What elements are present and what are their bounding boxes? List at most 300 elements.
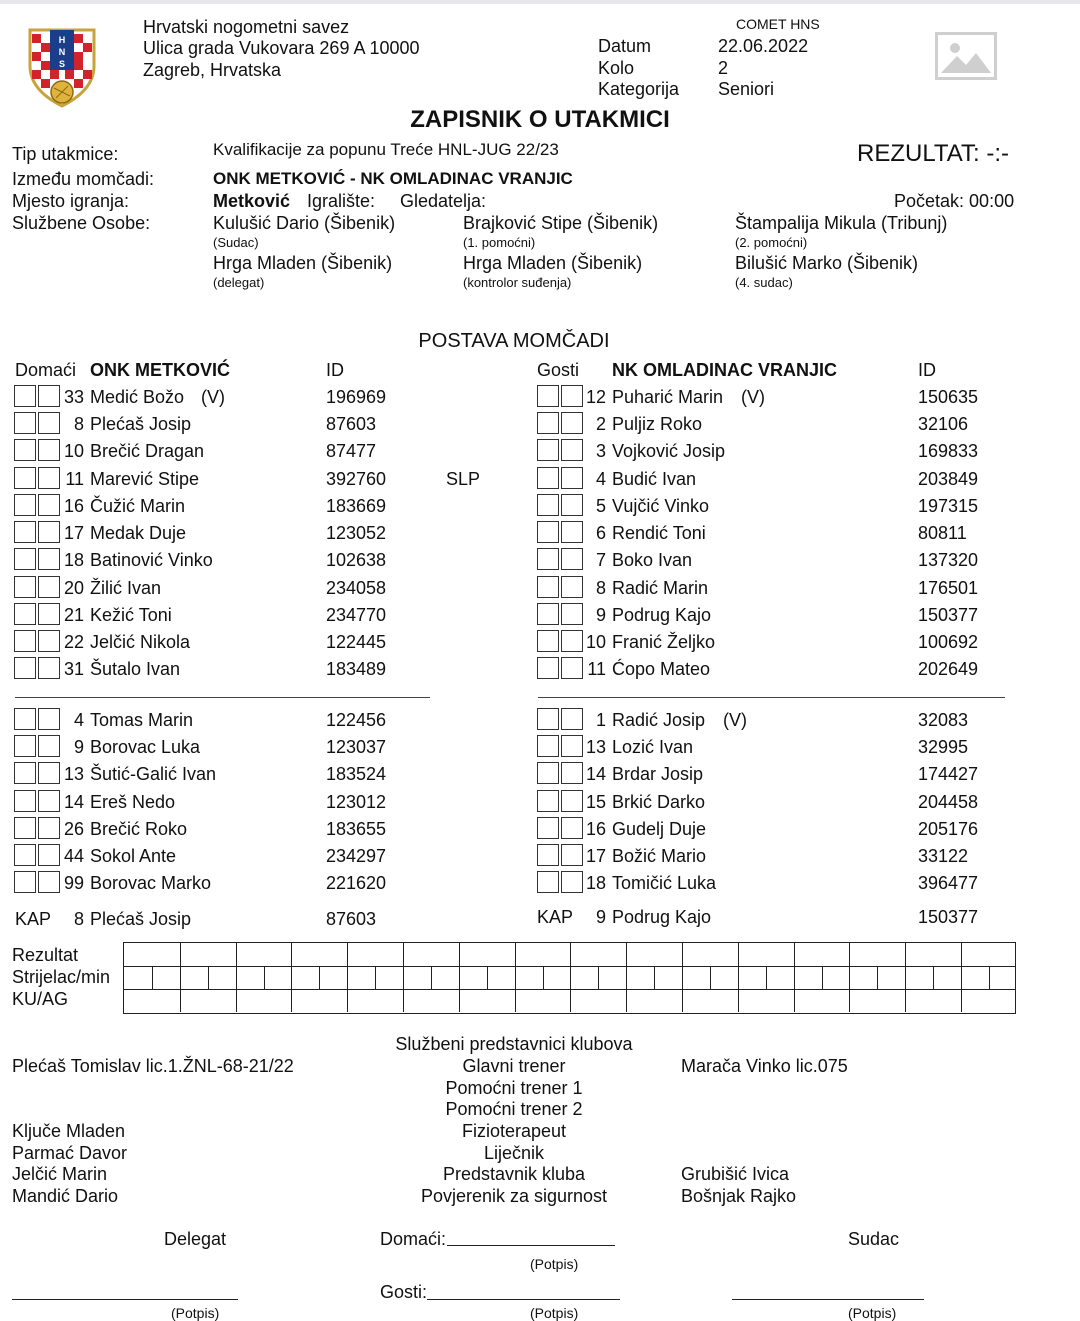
grid-cell[interactable] — [738, 943, 739, 966]
player-mark: (V) — [741, 387, 765, 407]
official-name: Bilušić Marko (Šibenik) — [735, 253, 919, 273]
player-id: 183489 — [326, 659, 387, 679]
grid-cell[interactable] — [291, 943, 292, 966]
player-checkbox[interactable] — [14, 762, 36, 784]
player-id: 196969 — [326, 387, 387, 407]
official-name: Hrga Mladen (Šibenik) — [213, 253, 393, 273]
spectators-label: Gledatelja: — [400, 191, 487, 211]
player-number: 13 — [585, 737, 606, 757]
player-checkbox[interactable] — [537, 790, 559, 812]
grid-cell[interactable] — [459, 966, 460, 989]
player-name: Ćopo Mateo — [612, 659, 711, 679]
score-grid-row — [124, 989, 1015, 1012]
player-checkbox[interactable] — [537, 576, 559, 598]
player-id: 102638 — [326, 550, 387, 570]
start-time: Početak: 00:00 — [894, 191, 1015, 211]
grid-label-cards: KU/AG — [12, 989, 69, 1009]
home-official-name: Plećaš Tomislav lic.1.ŽNL-68-21/22 — [12, 1056, 294, 1076]
player-checkbox[interactable] — [537, 412, 559, 434]
official-name: Štampalija Mikula (Tribunj) — [735, 213, 948, 233]
player-number: 9 — [73, 737, 84, 757]
player-id: 150377 — [918, 605, 979, 625]
player-checkbox[interactable] — [14, 548, 36, 570]
away-official-name: Marača Vinko lic.075 — [681, 1056, 848, 1076]
player-name: Šutić-Galić Ivan — [90, 764, 217, 784]
player-id: 100692 — [918, 632, 979, 652]
away-signature-label: Gosti: — [380, 1282, 428, 1302]
grid-cell[interactable] — [961, 943, 962, 966]
grid-cell[interactable] — [933, 966, 934, 989]
home-signature-line[interactable] — [447, 1245, 615, 1246]
player-name: Batinović Vinko — [90, 550, 213, 570]
official-role-label: Povjerenik za sigurnost — [420, 1186, 608, 1206]
player-id: 205176 — [918, 819, 979, 839]
player-name: Brdar Josip — [612, 764, 704, 784]
player-id: 122445 — [326, 632, 387, 652]
home-signature-caption: (Potpis) — [530, 1256, 579, 1272]
player-checkbox[interactable] — [537, 735, 559, 757]
player-id: 197315 — [918, 496, 979, 516]
home-signature-label: Domaći: — [380, 1229, 447, 1249]
grid-cell[interactable] — [570, 966, 571, 989]
player-id: 33122 — [918, 846, 969, 866]
round-value: 2 — [718, 58, 729, 78]
player-name: Božić Mario — [612, 846, 707, 866]
grid-cell[interactable] — [598, 966, 599, 989]
away-official-name: Bošnjak Rajko — [681, 1186, 797, 1206]
player-name: Tomas Marin — [90, 710, 194, 730]
match-type-value: Kvalifikacije za popunu Treće HNL-JUG 22/23 — [213, 140, 559, 159]
player-number: 26 — [63, 819, 84, 839]
player-number: 9 — [595, 605, 606, 625]
grid-cell[interactable] — [766, 966, 767, 989]
player-checkbox[interactable] — [14, 439, 36, 461]
player-number: 11 — [587, 659, 606, 679]
official-role-label: Liječnik — [483, 1143, 545, 1163]
player-id: 174427 — [918, 764, 979, 784]
score-grid[interactable] — [123, 942, 1016, 1014]
player-checkbox[interactable] — [14, 576, 36, 598]
grid-cell[interactable] — [291, 966, 292, 989]
player-name: Medić Božo — [90, 387, 185, 407]
grid-cell[interactable] — [236, 966, 237, 989]
player-checkbox[interactable] — [14, 790, 36, 812]
player-name: Borovac Luka — [90, 737, 201, 757]
player-number: 16 — [63, 496, 84, 516]
player-number: 14 — [63, 792, 84, 812]
system-label: COMET HNS — [736, 16, 820, 32]
org-city: Zagreb, Hrvatska — [143, 60, 282, 80]
player-name: Brkić Darko — [612, 792, 706, 812]
club-officials-title: Službeni predstavnici klubova — [395, 1034, 633, 1054]
player-number: 12 — [585, 387, 606, 407]
player-checkbox[interactable] — [537, 467, 559, 489]
home-official-name: Jelčić Marin — [12, 1164, 108, 1184]
player-checkbox[interactable] — [537, 708, 559, 730]
player-name: Franić Željko — [612, 632, 716, 652]
player-checkbox[interactable] — [537, 844, 559, 866]
grid-cell[interactable] — [905, 966, 906, 989]
grid-cell[interactable] — [961, 989, 962, 1012]
player-number: 15 — [585, 792, 606, 812]
lineup-title: POSTAVA MOMČADI — [418, 330, 610, 352]
player-number: 22 — [63, 632, 84, 652]
player-id: 32995 — [918, 737, 969, 757]
player-checkbox[interactable] — [14, 630, 36, 652]
player-checkbox[interactable] — [537, 871, 559, 893]
grid-cell[interactable] — [515, 989, 516, 1012]
score-grid-row — [124, 943, 1015, 966]
place-label: Mjesto igranja: — [12, 191, 130, 211]
grid-cell[interactable] — [180, 943, 181, 966]
home-captain-name: Plećaš Josip — [90, 909, 192, 929]
player-checkbox[interactable] — [14, 871, 36, 893]
official-role: (delegat) — [213, 275, 265, 290]
official-role: (kontrolor suđenja) — [463, 275, 572, 290]
pitch-label: Igralište: — [307, 191, 376, 211]
player-name: Čužić Marin — [90, 496, 186, 516]
player-number: 20 — [63, 578, 84, 598]
grid-label-result: Rezultat — [12, 945, 79, 965]
official-role-label: Fizioterapeut — [461, 1121, 567, 1141]
referee-signature-caption: (Potpis) — [848, 1305, 897, 1321]
player-checkbox[interactable] — [537, 385, 559, 407]
official-role: (4. sudac) — [735, 275, 793, 290]
player-checkbox[interactable] — [537, 548, 559, 570]
official-role: (Sudac) — [213, 235, 259, 250]
away-captain-name: Podrug Kajo — [612, 907, 712, 927]
date-label: Datum — [598, 36, 652, 56]
grid-cell[interactable] — [403, 989, 404, 1012]
player-name: Puharić Marin — [612, 387, 724, 407]
grid-cell[interactable] — [905, 943, 906, 966]
player-name: Radić Marin — [612, 578, 709, 598]
away-team-name: NK OMLADINAC VRANJIC — [612, 360, 837, 380]
player-id: 183524 — [326, 764, 387, 784]
player-id: 122456 — [326, 710, 387, 730]
away-signature-line[interactable] — [427, 1299, 620, 1300]
grid-cell[interactable] — [180, 966, 181, 989]
player-checkbox[interactable] — [14, 657, 36, 679]
player-id: 203849 — [918, 469, 979, 489]
grid-cell[interactable] — [291, 989, 292, 1012]
org-name: Hrvatski nogometni savez — [143, 17, 350, 37]
away-official-name: Grubišić Ivica — [681, 1164, 790, 1184]
grid-cell[interactable] — [682, 943, 683, 966]
player-name: Jelčić Nikola — [90, 632, 191, 652]
player-name: Šutalo Ivan — [90, 659, 181, 679]
home-captain-number: 8 — [73, 909, 84, 929]
player-checkbox[interactable] — [14, 521, 36, 543]
player-checkbox[interactable] — [14, 385, 36, 407]
player-id: 80811 — [918, 523, 967, 543]
category-label: Kategorija — [598, 79, 680, 99]
player-checkbox[interactable] — [14, 708, 36, 730]
grid-cell[interactable] — [849, 989, 850, 1012]
grid-cell[interactable] — [710, 966, 711, 989]
grid-cell[interactable] — [682, 966, 683, 989]
player-checkbox[interactable] — [14, 494, 36, 516]
grid-cell[interactable] — [347, 966, 348, 989]
home-subs-divider — [15, 697, 430, 698]
match-type-label: Tip utakmice: — [12, 144, 119, 164]
official-role-label: Pomoćni trener 2 — [445, 1099, 583, 1119]
player-number: 21 — [63, 605, 84, 625]
grid-cell[interactable] — [375, 966, 376, 989]
player-checkbox[interactable] — [14, 467, 36, 489]
category-value: Seniori — [718, 79, 775, 99]
player-id: 392760 — [326, 469, 387, 489]
grid-cell[interactable] — [654, 966, 655, 989]
official-name: Kulušić Dario (Šibenik) — [213, 213, 396, 233]
player-name: Rendić Toni — [612, 523, 706, 543]
grid-cell[interactable] — [264, 966, 265, 989]
player-id: 123012 — [326, 792, 387, 812]
home-official-name: Ključe Mladen — [12, 1121, 126, 1141]
score-grid-row — [124, 966, 1015, 989]
grid-cell[interactable] — [459, 989, 460, 1012]
player-name: Budić Ivan — [612, 469, 697, 489]
grid-cell[interactable] — [682, 989, 683, 1012]
svg-text:H: H — [58, 35, 66, 45]
player-checkbox[interactable] — [537, 439, 559, 461]
official-name: Hrga Mladen (Šibenik) — [463, 253, 643, 273]
grid-cell[interactable] — [738, 966, 739, 989]
image-placeholder-icon — [935, 32, 997, 80]
player-checkbox[interactable] — [14, 603, 36, 625]
grid-cell[interactable] — [626, 966, 627, 989]
player-id: 176501 — [918, 578, 979, 598]
player-number: 10 — [63, 441, 84, 461]
grid-cell[interactable] — [738, 989, 739, 1012]
player-name: Puljiz Roko — [612, 414, 703, 434]
official-role-label: Glavni trener — [462, 1056, 566, 1076]
player-number: 16 — [585, 819, 606, 839]
player-id: 396477 — [918, 873, 979, 893]
player-name: Borovac Marko — [90, 873, 212, 893]
grid-cell[interactable] — [487, 966, 488, 989]
svg-text:N: N — [58, 47, 66, 57]
svg-text:S: S — [58, 59, 66, 69]
player-id: 137320 — [918, 550, 979, 570]
home-official-name: Parmać Davor — [12, 1143, 128, 1163]
player-number: 8 — [595, 578, 606, 598]
player-number: 1 — [595, 710, 606, 730]
player-number: 6 — [595, 523, 606, 543]
player-number: 3 — [595, 441, 606, 461]
grid-cell[interactable] — [794, 989, 795, 1012]
grid-cell[interactable] — [849, 966, 850, 989]
result-label: REZULTAT: -:- — [857, 140, 1009, 167]
grid-cell[interactable] — [794, 966, 795, 989]
player-checkbox[interactable] — [14, 844, 36, 866]
player-name: Radić Josip — [612, 710, 706, 730]
player-id: 87477 — [326, 441, 377, 461]
player-id: 183655 — [326, 819, 387, 839]
grid-cell[interactable] — [515, 943, 516, 966]
player-number: 11 — [65, 469, 84, 489]
grid-cell[interactable] — [961, 966, 962, 989]
player-name: Sokol Ante — [90, 846, 177, 866]
player-id: 123037 — [326, 737, 387, 757]
grid-label-scorer: Strijelac/min — [12, 967, 111, 987]
player-name: Ereš Nedo — [90, 792, 176, 812]
official-role-label: Predstavnik kluba — [442, 1164, 586, 1184]
away-subs-divider — [538, 697, 1005, 698]
hns-logo — [22, 24, 102, 110]
player-name: Vojković Josip — [612, 441, 726, 461]
home-captain-label: KAP — [15, 909, 52, 929]
away-label: Gosti — [537, 360, 580, 380]
grid-cell[interactable] — [236, 943, 237, 966]
player-name: Medak Duje — [90, 523, 187, 543]
official-role-label: Pomoćni trener 1 — [445, 1078, 583, 1098]
player-number: 2 — [595, 414, 606, 434]
grid-cell[interactable] — [152, 966, 153, 989]
grid-cell[interactable] — [236, 989, 237, 1012]
teams-value: ONK METKOVIĆ - NK OMLADINAC VRANJIC — [213, 169, 573, 188]
grid-cell[interactable] — [543, 966, 544, 989]
player-name: Žilić Ivan — [90, 578, 162, 598]
player-name: Lozić Ivan — [612, 737, 694, 757]
grid-cell[interactable] — [626, 943, 627, 966]
away-signature-caption: (Potpis) — [530, 1305, 579, 1321]
player-checkbox[interactable] — [537, 817, 559, 839]
officials-label: Službene Osobe: — [12, 213, 151, 233]
player-number: 18 — [63, 550, 84, 570]
home-team-name: ONK METKOVIĆ — [90, 360, 231, 380]
grid-cell[interactable] — [626, 989, 627, 1012]
home-captain-id: 87603 — [326, 909, 377, 929]
player-name: Gudelj Duje — [612, 819, 707, 839]
player-id: 123052 — [326, 523, 387, 543]
grid-cell[interactable] — [403, 943, 404, 966]
player-number: 13 — [63, 764, 84, 784]
player-name: Boko Ivan — [612, 550, 693, 570]
away-id-header: ID — [918, 360, 936, 380]
grid-cell[interactable] — [877, 966, 878, 989]
grid-cell[interactable] — [989, 966, 990, 989]
home-official-name: Mandić Dario — [12, 1186, 119, 1206]
player-checkbox[interactable] — [537, 762, 559, 784]
grid-cell[interactable] — [822, 966, 823, 989]
grid-cell[interactable] — [459, 943, 460, 966]
org-address: Ulica grada Vukovara 269 A 10000 — [143, 38, 420, 58]
grid-cell[interactable] — [905, 989, 906, 1012]
player-id: 204458 — [918, 792, 979, 812]
grid-cell[interactable] — [319, 966, 320, 989]
player-id: 234770 — [326, 605, 387, 625]
player-checkbox[interactable] — [14, 735, 36, 757]
player-name: Brečić Dragan — [90, 441, 205, 461]
grid-cell[interactable] — [794, 943, 795, 966]
player-number: 5 — [595, 496, 606, 516]
player-id: 32106 — [918, 414, 969, 434]
referee-signature-line[interactable] — [732, 1299, 924, 1300]
player-id: 32083 — [918, 710, 969, 730]
player-checkbox[interactable] — [14, 817, 36, 839]
player-number: 17 — [63, 523, 84, 543]
player-number: 4 — [73, 710, 84, 730]
grid-cell[interactable] — [849, 943, 850, 966]
player-mark: (V) — [201, 387, 225, 407]
grid-cell[interactable] — [431, 966, 432, 989]
official-role: (2. pomoćni) — [735, 235, 808, 250]
player-number: 17 — [585, 846, 606, 866]
player-number: 31 — [63, 659, 84, 679]
grid-cell[interactable] — [208, 966, 209, 989]
delegate-label: Delegat — [164, 1229, 227, 1249]
player-id: 234058 — [326, 578, 387, 598]
player-checkbox[interactable] — [14, 412, 36, 434]
grid-cell[interactable] — [403, 966, 404, 989]
player-number: 44 — [63, 846, 84, 866]
player-checkbox[interactable] — [537, 603, 559, 625]
player-number: 33 — [63, 387, 84, 407]
away-captain-number: 9 — [595, 907, 606, 927]
page-title: ZAPISNIK O UTAKMICI — [410, 106, 670, 133]
player-id: 234297 — [326, 846, 387, 866]
player-name: Marević Stipe — [90, 469, 200, 489]
player-number: 18 — [585, 873, 606, 893]
player-name: Vujčić Vinko — [612, 496, 710, 516]
date-value: 22.06.2022 — [718, 36, 809, 56]
grid-cell[interactable] — [180, 989, 181, 1012]
top-border — [0, 0, 1080, 4]
place-value: Metković — [213, 191, 291, 211]
player-id: 169833 — [918, 441, 979, 461]
referee-label: Sudac — [848, 1229, 900, 1249]
grid-cell[interactable] — [347, 943, 348, 966]
delegate-signature-line[interactable] — [12, 1299, 238, 1300]
player-name: Tomičić Luka — [612, 873, 717, 893]
player-mark: (V) — [723, 710, 747, 730]
delegate-signature-caption: (Potpis) — [171, 1305, 220, 1321]
away-captain-label: KAP — [537, 907, 574, 927]
official-name: Brajković Stipe (Šibenik) — [463, 213, 659, 233]
player-name: Brečić Roko — [90, 819, 188, 839]
player-id: 87603 — [326, 414, 377, 434]
away-captain-id: 150377 — [918, 907, 979, 927]
player-name: Podrug Kajo — [612, 605, 712, 625]
player-checkbox[interactable] — [537, 521, 559, 543]
grid-cell[interactable] — [515, 966, 516, 989]
player-id: 150635 — [918, 387, 979, 407]
teams-label: Između momčadi: — [12, 169, 155, 189]
player-checkbox[interactable] — [537, 630, 559, 652]
player-name: Kežić Toni — [90, 605, 172, 625]
player-number: 7 — [595, 550, 606, 570]
round-label: Kolo — [598, 58, 635, 78]
official-role: (1. pomoćni) — [463, 235, 536, 250]
slp-label: SLP — [446, 469, 481, 489]
player-id: 221620 — [326, 873, 387, 893]
grid-cell[interactable] — [570, 943, 571, 966]
home-label: Domaći — [15, 360, 77, 380]
grid-cell[interactable] — [570, 989, 571, 1012]
home-id-header: ID — [326, 360, 344, 380]
player-name: Plećaš Josip — [90, 414, 192, 434]
player-number: 99 — [63, 873, 84, 893]
player-number: 14 — [585, 764, 606, 784]
player-number: 4 — [595, 469, 606, 489]
player-number: 8 — [73, 414, 84, 434]
grid-cell[interactable] — [347, 989, 348, 1012]
player-checkbox[interactable] — [537, 657, 559, 679]
player-id: 183669 — [326, 496, 387, 516]
player-checkbox[interactable] — [537, 494, 559, 516]
player-number: 10 — [585, 632, 606, 652]
